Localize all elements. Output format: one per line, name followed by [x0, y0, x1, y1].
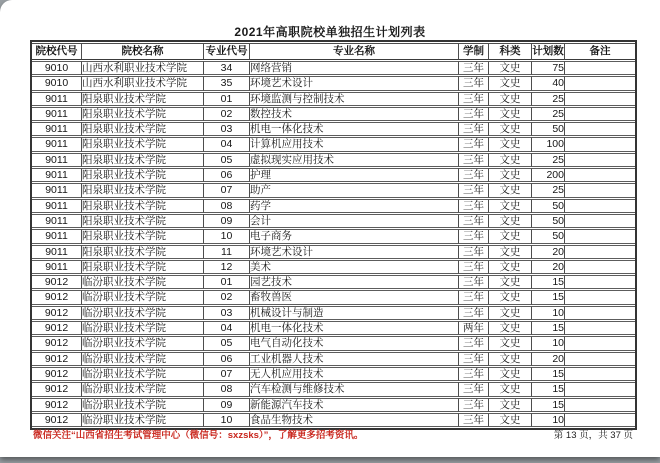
remark-cell — [565, 168, 635, 182]
category-cell: 文史 — [489, 260, 532, 274]
table-header — [32, 43, 635, 60]
major-code-cell: 05 — [204, 153, 250, 167]
college-code-cell: 9012 — [32, 290, 82, 304]
column-header-duration: 学制 — [459, 43, 489, 60]
category-cell: 文史 — [489, 290, 532, 304]
duration-cell: 三年 — [459, 382, 489, 396]
plan-count-cell: 15 — [532, 275, 565, 289]
college-name-cell: 阳泉职业技术学院 — [82, 92, 204, 106]
major-name-cell: 电气自动化技术 — [250, 336, 459, 350]
college-code-cell: 9011 — [32, 107, 82, 121]
major-name-cell: 助产 — [250, 183, 459, 197]
plan-count-cell: 15 — [532, 382, 565, 396]
college-name-cell: 阳泉职业技术学院 — [82, 260, 204, 274]
college-name-cell: 阳泉职业技术学院 — [82, 122, 204, 136]
remark-cell — [565, 306, 635, 320]
table-row — [32, 352, 635, 366]
college-code-cell: 9012 — [32, 275, 82, 289]
college-code-cell: 9010 — [32, 61, 82, 75]
remark-cell — [565, 153, 635, 167]
college-name-cell: 临汾职业技术学院 — [82, 336, 204, 350]
table-row — [32, 61, 635, 75]
remark-cell — [565, 367, 635, 381]
page-number-text: 第 13 页，共 37 页 — [553, 430, 633, 441]
major-name-cell: 汽车检测与维修技术 — [250, 382, 459, 396]
duration-cell: 三年 — [459, 260, 489, 274]
category-cell: 文史 — [489, 107, 532, 121]
major-name-cell: 机电一体化技术 — [250, 122, 459, 136]
major-code-cell: 04 — [204, 321, 250, 335]
college-name-cell: 阳泉职业技术学院 — [82, 214, 204, 228]
college-code-cell: 9011 — [32, 229, 82, 243]
remark-cell — [565, 336, 635, 350]
category-cell: 文史 — [489, 398, 532, 412]
college-name-cell: 阳泉职业技术学院 — [82, 168, 204, 182]
category-cell: 文史 — [489, 245, 532, 259]
category-cell: 文史 — [489, 76, 532, 90]
duration-cell: 三年 — [459, 92, 489, 106]
table-row — [32, 183, 635, 197]
table-row — [32, 367, 635, 381]
category-cell: 文史 — [489, 413, 532, 427]
plan-count-cell: 10 — [532, 306, 565, 320]
table-row — [32, 321, 635, 335]
major-code-cell: 08 — [204, 382, 250, 396]
major-name-cell: 畜牧兽医 — [250, 290, 459, 304]
college-code-cell: 9012 — [32, 321, 82, 335]
remark-cell — [565, 382, 635, 396]
header-row — [32, 43, 635, 60]
duration-cell: 三年 — [459, 214, 489, 228]
table-body — [32, 61, 635, 427]
plan-count-cell: 25 — [532, 153, 565, 167]
college-name-cell: 山西水利职业技术学院 — [82, 61, 204, 75]
table-row — [32, 260, 635, 274]
major-code-cell: 01 — [204, 275, 250, 289]
college-name-cell: 临汾职业技术学院 — [82, 398, 204, 412]
major-name-cell: 环境艺术设计 — [250, 245, 459, 259]
column-header-category: 科类 — [489, 43, 532, 60]
college-code-cell: 9011 — [32, 137, 82, 151]
remark-cell — [565, 199, 635, 213]
table-row — [32, 382, 635, 396]
college-code-cell: 9011 — [32, 199, 82, 213]
major-name-cell: 药学 — [250, 199, 459, 213]
plan-count-cell: 10 — [532, 336, 565, 350]
duration-cell: 三年 — [459, 107, 489, 121]
category-cell: 文史 — [489, 168, 532, 182]
plan-count-cell: 50 — [532, 214, 565, 228]
duration-cell: 三年 — [459, 352, 489, 366]
page-title: 2021年高职院校单独招生计划列表 — [234, 25, 426, 39]
table-row — [32, 214, 635, 228]
category-cell: 文史 — [489, 336, 532, 350]
college-code-cell: 9011 — [32, 183, 82, 197]
college-code-cell: 9012 — [32, 398, 82, 412]
table-row — [32, 107, 635, 121]
duration-cell: 三年 — [459, 367, 489, 381]
college-code-cell: 9011 — [32, 214, 82, 228]
major-name-cell: 无人机应用技术 — [250, 367, 459, 381]
remark-cell — [565, 260, 635, 274]
major-code-cell: 10 — [204, 413, 250, 427]
category-cell: 文史 — [489, 367, 532, 381]
table-row — [32, 137, 635, 151]
remark-cell — [565, 352, 635, 366]
remark-cell — [565, 321, 635, 335]
college-code-cell: 9012 — [32, 367, 82, 381]
duration-cell: 三年 — [459, 275, 489, 289]
college-name-cell: 临汾职业技术学院 — [82, 275, 204, 289]
college-name-cell: 临汾职业技术学院 — [82, 321, 204, 335]
college-code-cell: 9012 — [32, 413, 82, 427]
duration-cell: 三年 — [459, 76, 489, 90]
duration-cell: 三年 — [459, 61, 489, 75]
college-code-cell: 9012 — [32, 382, 82, 396]
major-code-cell: 03 — [204, 122, 250, 136]
major-code-cell: 07 — [204, 367, 250, 381]
plan-count-cell: 15 — [532, 290, 565, 304]
category-cell: 文史 — [489, 61, 532, 75]
major-name-cell: 环境监测与控制技术 — [250, 92, 459, 106]
table-row — [32, 290, 635, 304]
table-row — [32, 76, 635, 90]
major-name-cell: 电子商务 — [250, 229, 459, 243]
remark-cell — [565, 107, 635, 121]
college-name-cell: 临汾职业技术学院 — [82, 352, 204, 366]
major-code-cell: 02 — [204, 107, 250, 121]
table-row — [32, 92, 635, 106]
remark-cell — [565, 183, 635, 197]
college-name-cell: 山西水利职业技术学院 — [82, 76, 204, 90]
plan-count-cell: 25 — [532, 183, 565, 197]
duration-cell: 三年 — [459, 290, 489, 304]
enrollment-plan-table — [30, 40, 637, 430]
college-name-cell: 阳泉职业技术学院 — [82, 107, 204, 121]
major-name-cell: 机械设计与制造 — [250, 306, 459, 320]
major-code-cell: 07 — [204, 183, 250, 197]
college-name-cell: 临汾职业技术学院 — [82, 413, 204, 427]
major-code-cell: 06 — [204, 352, 250, 366]
major-name-cell: 环境艺术设计 — [250, 76, 459, 90]
duration-cell: 两年 — [459, 321, 489, 335]
college-code-cell: 9011 — [32, 260, 82, 274]
plan-count-cell: 75 — [532, 61, 565, 75]
page-footer — [33, 430, 633, 441]
table-row — [32, 275, 635, 289]
table-row — [32, 413, 635, 427]
category-cell: 文史 — [489, 382, 532, 396]
college-code-cell: 9012 — [32, 336, 82, 350]
plan-count-cell: 20 — [532, 245, 565, 259]
duration-cell: 三年 — [459, 122, 489, 136]
major-name-cell: 机电一体化技术 — [250, 321, 459, 335]
college-name-cell: 临汾职业技术学院 — [82, 382, 204, 396]
college-code-cell: 9012 — [32, 352, 82, 366]
table-row — [32, 153, 635, 167]
remark-cell — [565, 137, 635, 151]
major-name-cell: 数控技术 — [250, 107, 459, 121]
major-name-cell: 美术 — [250, 260, 459, 274]
major-code-cell: 05 — [204, 336, 250, 350]
plan-count-cell: 25 — [532, 92, 565, 106]
plan-count-cell: 20 — [532, 352, 565, 366]
college-code-cell: 9011 — [32, 92, 82, 106]
plan-count-cell: 200 — [532, 168, 565, 182]
plan-count-cell: 40 — [532, 76, 565, 90]
category-cell: 文史 — [489, 229, 532, 243]
category-cell: 文史 — [489, 214, 532, 228]
plan-count-cell: 50 — [532, 122, 565, 136]
major-code-cell: 11 — [204, 245, 250, 259]
major-code-cell: 12 — [204, 260, 250, 274]
remark-cell — [565, 92, 635, 106]
major-code-cell: 03 — [204, 306, 250, 320]
column-header-plan-count: 计划数 — [532, 43, 565, 60]
major-name-cell: 工业机器人技术 — [250, 352, 459, 366]
remark-cell — [565, 61, 635, 75]
major-code-cell: 10 — [204, 229, 250, 243]
major-code-cell: 35 — [204, 76, 250, 90]
college-code-cell: 9011 — [32, 153, 82, 167]
category-cell: 文史 — [489, 137, 532, 151]
college-name-cell: 临汾职业技术学院 — [82, 367, 204, 381]
category-cell: 文史 — [489, 183, 532, 197]
plan-count-cell: 20 — [532, 260, 565, 274]
major-code-cell: 09 — [204, 398, 250, 412]
major-name-cell: 园艺技术 — [250, 275, 459, 289]
table-row — [32, 168, 635, 182]
plan-count-cell: 15 — [532, 321, 565, 335]
table-row — [32, 122, 635, 136]
duration-cell: 三年 — [459, 306, 489, 320]
major-name-cell: 网络营销 — [250, 61, 459, 75]
duration-cell: 三年 — [459, 199, 489, 213]
category-cell: 文史 — [489, 199, 532, 213]
plan-count-cell: 50 — [532, 229, 565, 243]
table-row — [32, 229, 635, 243]
category-cell: 文史 — [489, 275, 532, 289]
plan-count-cell: 15 — [532, 367, 565, 381]
remark-cell — [565, 245, 635, 259]
column-header-college-name: 院校名称 — [82, 43, 204, 60]
duration-cell: 三年 — [459, 245, 489, 259]
plan-count-cell: 15 — [532, 398, 565, 412]
college-code-cell: 9010 — [32, 76, 82, 90]
major-code-cell: 01 — [204, 92, 250, 106]
plan-count-cell: 100 — [532, 137, 565, 151]
college-name-cell: 临汾职业技术学院 — [82, 306, 204, 320]
college-name-cell: 阳泉职业技术学院 — [82, 245, 204, 259]
column-header-major-name: 专业名称 — [250, 43, 459, 60]
major-code-cell: 04 — [204, 137, 250, 151]
college-name-cell: 阳泉职业技术学院 — [82, 183, 204, 197]
major-name-cell: 计算机应用技术 — [250, 137, 459, 151]
category-cell: 文史 — [489, 352, 532, 366]
remark-cell — [565, 290, 635, 304]
major-code-cell: 34 — [204, 61, 250, 75]
major-name-cell: 会计 — [250, 214, 459, 228]
major-code-cell: 09 — [204, 214, 250, 228]
plan-count-cell: 50 — [532, 199, 565, 213]
remark-cell — [565, 275, 635, 289]
college-code-cell: 9012 — [32, 306, 82, 320]
table-row — [32, 398, 635, 412]
duration-cell: 三年 — [459, 168, 489, 182]
college-name-cell: 阳泉职业技术学院 — [82, 137, 204, 151]
category-cell: 文史 — [489, 321, 532, 335]
college-code-cell: 9011 — [32, 168, 82, 182]
column-header-college-code: 院校代号 — [32, 43, 82, 60]
remark-cell — [565, 76, 635, 90]
college-code-cell: 9011 — [32, 245, 82, 259]
major-code-cell: 02 — [204, 290, 250, 304]
remark-cell — [565, 398, 635, 412]
college-name-cell: 临汾职业技术学院 — [82, 290, 204, 304]
duration-cell: 三年 — [459, 398, 489, 412]
major-name-cell: 食品生物技术 — [250, 413, 459, 427]
wechat-notice-text: 微信关注“山西省招生考试管理中心（微信号：sxzsks）”，了解更多招考资讯。 — [33, 430, 364, 441]
table-row — [32, 306, 635, 320]
major-name-cell: 虚拟现实应用技术 — [250, 153, 459, 167]
remark-cell — [565, 229, 635, 243]
duration-cell: 三年 — [459, 153, 489, 167]
college-code-cell: 9011 — [32, 122, 82, 136]
major-name-cell: 护理 — [250, 168, 459, 182]
remark-cell — [565, 413, 635, 427]
category-cell: 文史 — [489, 92, 532, 106]
duration-cell: 三年 — [459, 137, 489, 151]
college-name-cell: 阳泉职业技术学院 — [82, 153, 204, 167]
duration-cell: 三年 — [459, 413, 489, 427]
table-row — [32, 336, 635, 350]
duration-cell: 三年 — [459, 229, 489, 243]
table-row — [32, 245, 635, 259]
plan-count-cell: 10 — [532, 413, 565, 427]
table-row — [32, 199, 635, 213]
duration-cell: 三年 — [459, 336, 489, 350]
major-code-cell: 08 — [204, 199, 250, 213]
major-name-cell: 新能源汽车技术 — [250, 398, 459, 412]
plan-count-cell: 25 — [532, 107, 565, 121]
college-name-cell: 阳泉职业技术学院 — [82, 229, 204, 243]
category-cell: 文史 — [489, 306, 532, 320]
remark-cell — [565, 122, 635, 136]
column-header-remark: 备注 — [565, 43, 635, 60]
remark-cell — [565, 214, 635, 228]
category-cell: 文史 — [489, 153, 532, 167]
college-name-cell: 阳泉职业技术学院 — [82, 199, 204, 213]
duration-cell: 三年 — [459, 183, 489, 197]
column-header-major-code: 专业代号 — [204, 43, 250, 60]
major-code-cell: 06 — [204, 168, 250, 182]
category-cell: 文史 — [489, 122, 532, 136]
